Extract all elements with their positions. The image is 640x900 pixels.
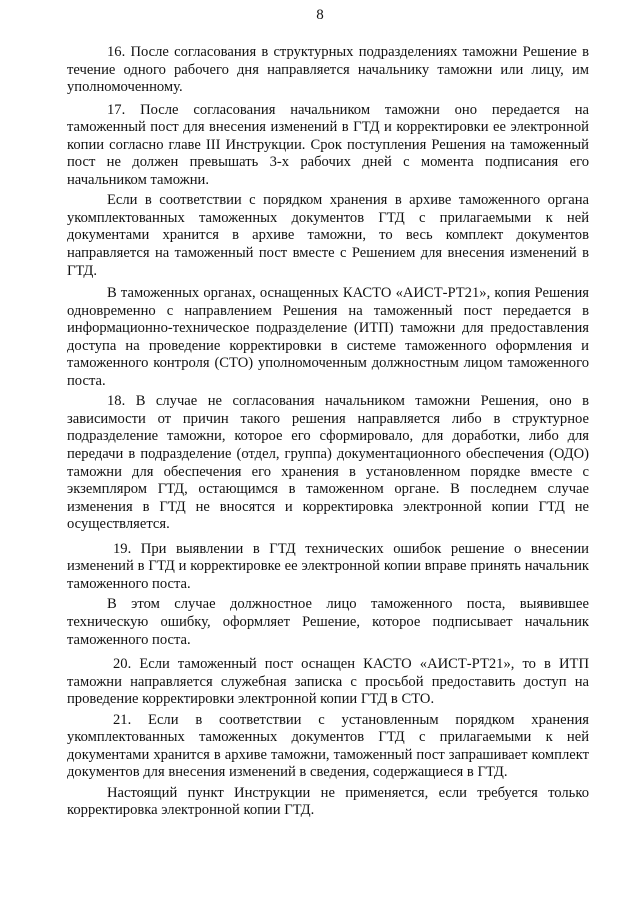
paragraph-17-kasto: В таможенных органах, оснащенных КАСТО «АИСТ-РТ21», копия Решения одновременно с направлением Решения на таможенный пост передается в информационно-техническое подразделение (ИТП) таможни для предоставления доступа на проведение корректировки в системе таможенного оформления и таможенного контроля (СТО) уполномоченным должностным лицом таможенного поста. bbox=[67, 285, 589, 389]
paragraph-19: 19. При выявлении в ГТД технических ошибок решение о внесении изменений в ГТД и корректировке ее электронной копии вправе принять начальник таможенного поста. bbox=[67, 540, 589, 592]
page-number: 8 bbox=[316, 7, 324, 23]
paragraph-20: 20. Если таможенный пост оснащен КАСТО «АИСТ-РТ21», то в ИТП таможни направляется служебная записка с просьбой предоставить доступ на проведение корректировки электронной копии ГТД в СТО. bbox=[67, 656, 589, 708]
paragraph-17: 17. После согласования начальником таможни оно передается на таможенный пост для внесения изменений в ГТД и корректировки ее электронной копии согласно главе III Инструкции. Срок поступления Решения на таможенный пост не должен превышать 3-х рабочих дней с момента подписания его начальником таможни. bbox=[67, 101, 589, 188]
paragraph-19-case: В этом случае должностное лицо таможенного поста, выявившее техническую ошибку, оформляет Решение, которое подписывает начальник таможенного поста. bbox=[67, 596, 589, 648]
paragraph-16: 16. После согласования в структурных подразделениях таможни Решение в течение одного рабочего дня направляется начальнику таможни или лицу, им уполномоченному. bbox=[67, 44, 589, 96]
paragraph-18: 18. В случае не согласования начальником таможни Решения, оно в зависимости от причин такого решения направляется либо в структурное подразделение таможни, которое его сформировало, для доработки, либо для передачи в подразделение (отдел, группа) документационного обеспечения (ОДО) таможни для обеспечения его хранения в установленном порядке вместе с экземпляром ГТД, остающимся в таможенном органе. В последнем случае изменения в ГТД не вносятся и корректировка электронной копии ГТД не осуществляется. bbox=[67, 393, 589, 533]
paragraph-21: 21. Если в соответствии с установленным порядком хранения укомплектованных таможенных документов ГТД с прилагаемыми к ней документами хранится в архиве таможни, таможенный пост запрашивает комплект документов для внесения изменений в сведения, содержащиеся в ГТД. bbox=[67, 711, 589, 781]
paragraph-21-note: Настоящий пункт Инструкции не применяется, если требуется только корректировка электронной копии ГТД. bbox=[67, 784, 589, 819]
document-body bbox=[67, 44, 589, 820]
paragraph-17-archive: Если в соответствии с порядком хранения в архиве таможенного органа укомплектованных таможенных документов ГТД с прилагаемыми к ней документами хранится в архиве таможни, то весь комплект документов направляется на таможенный пост вместе с Решением для внесения изменений в ГТД. bbox=[67, 192, 589, 279]
